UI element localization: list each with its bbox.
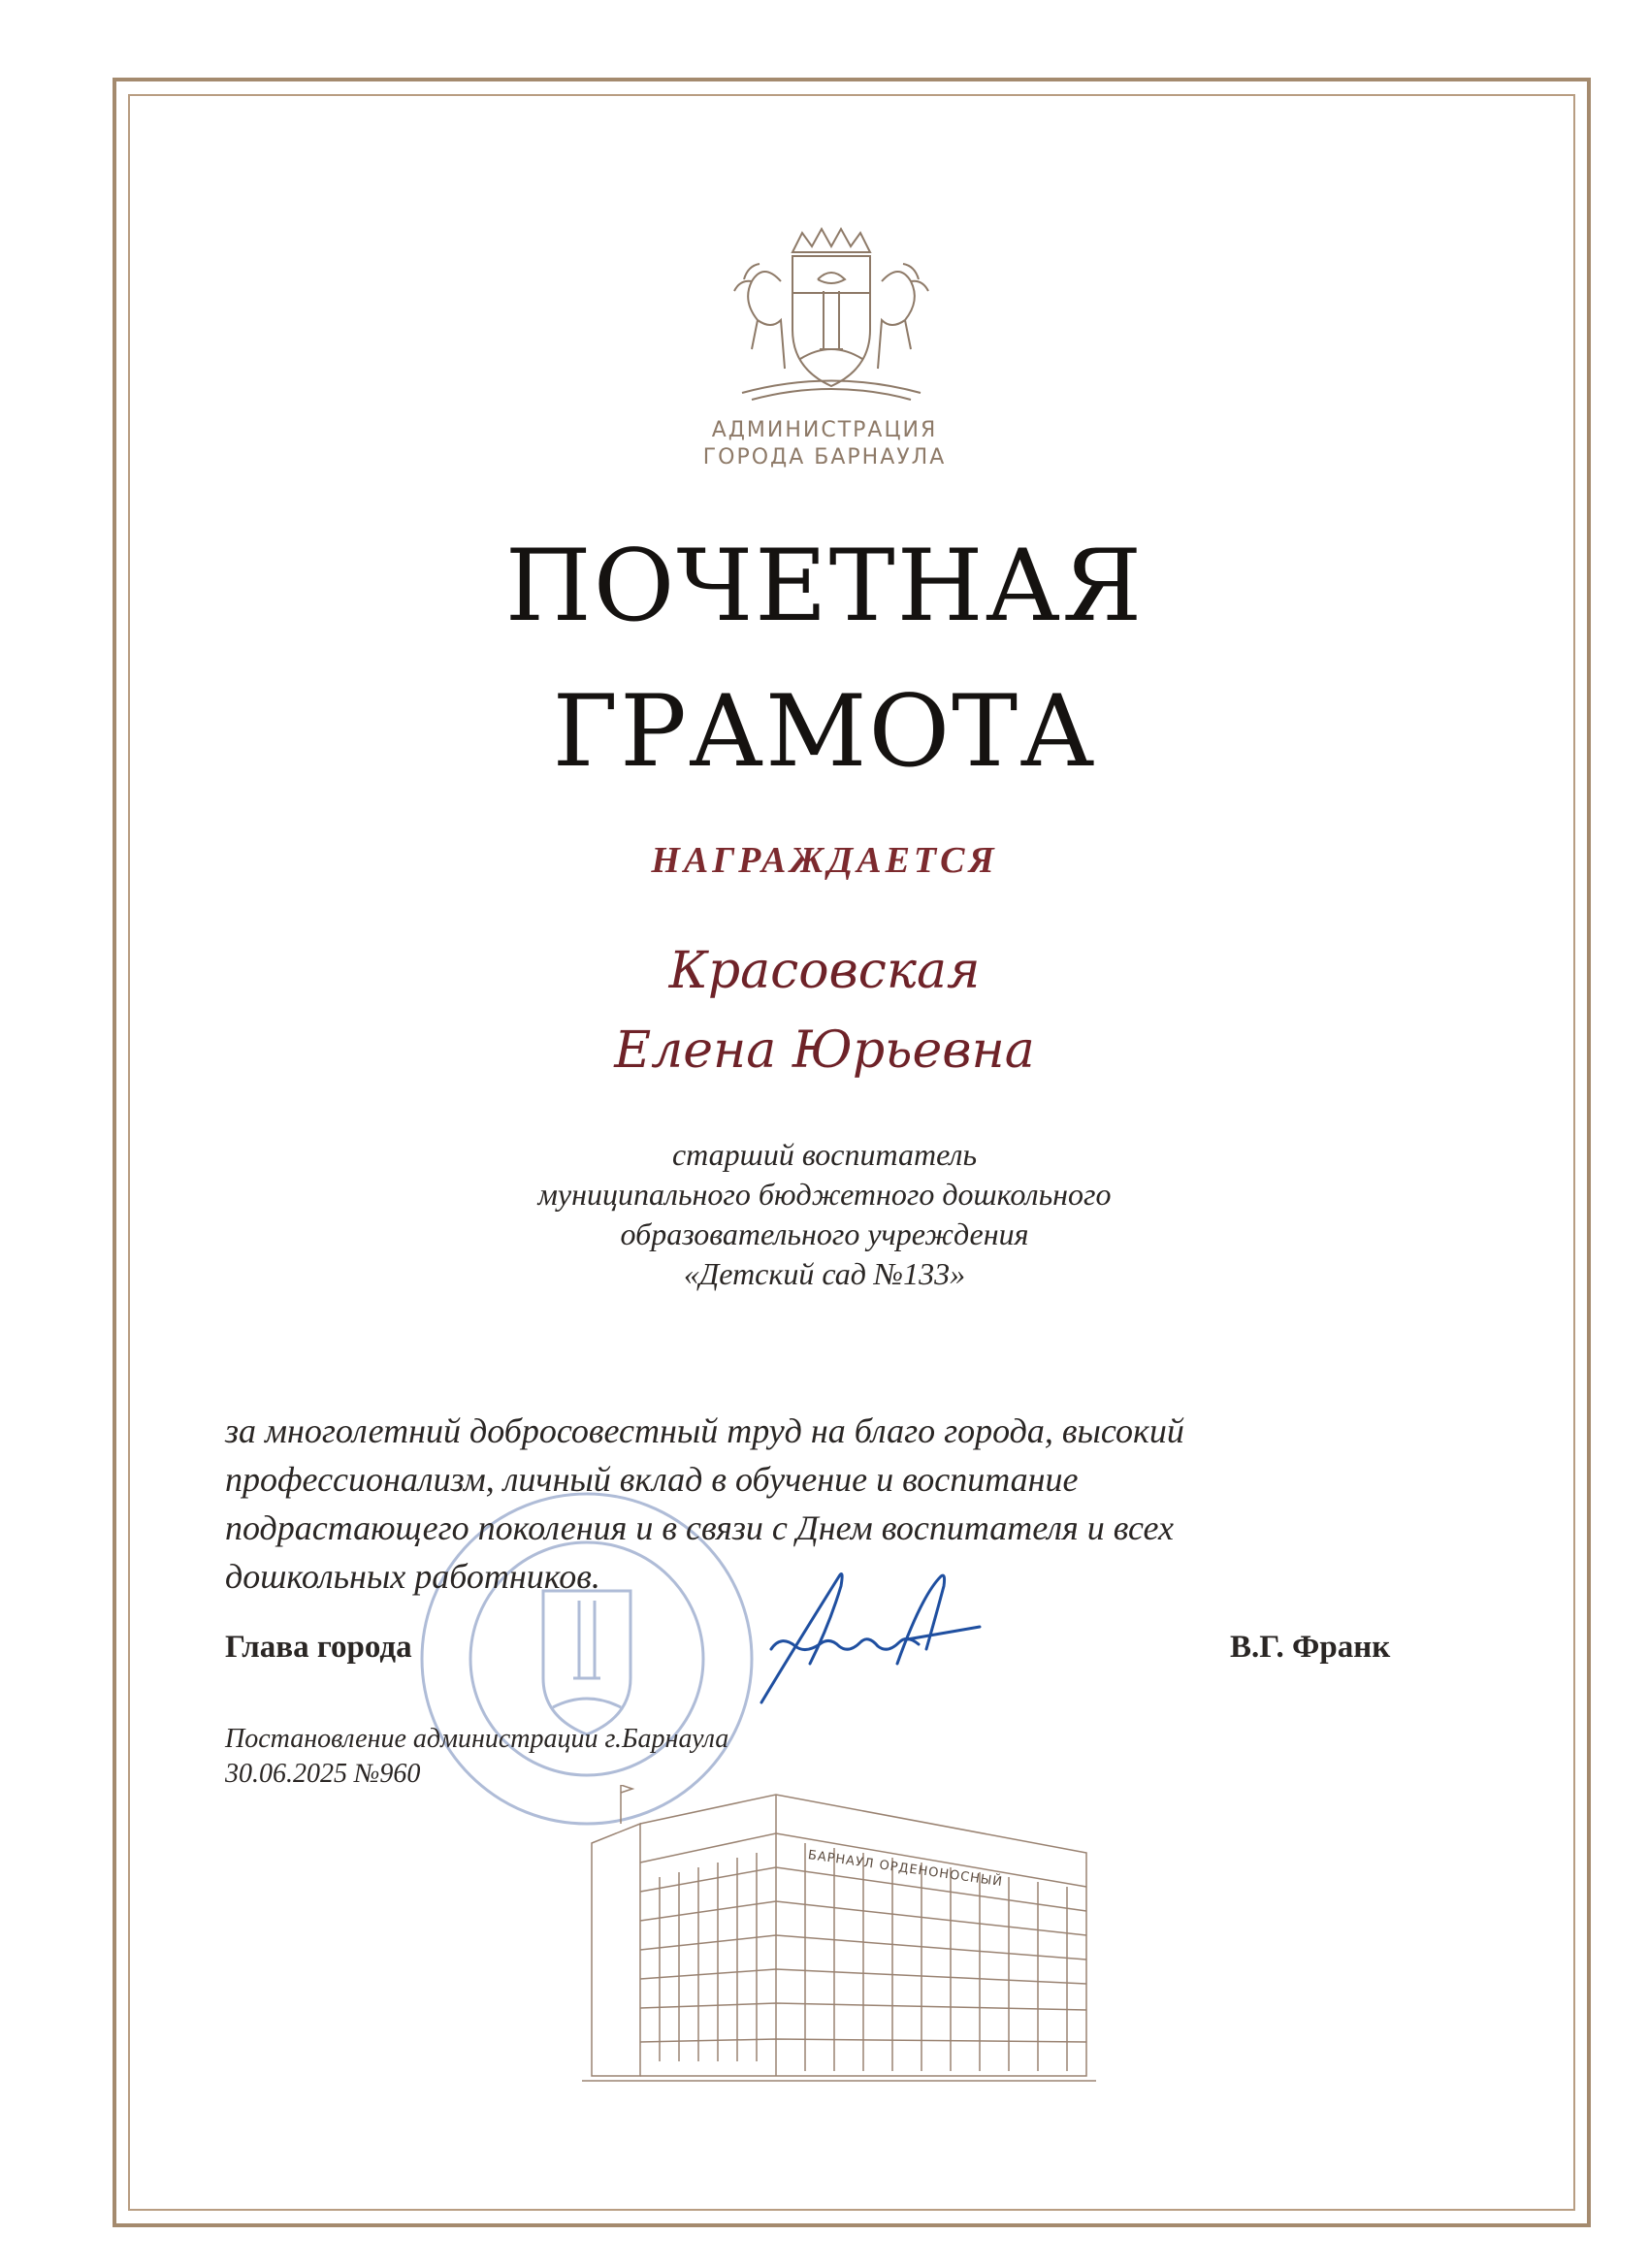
merit-line-1: за многолетний добросовестный труд на благо города, высокий bbox=[225, 1411, 1184, 1450]
decree-line-2: 30.06.2025 №960 bbox=[225, 1759, 421, 1789]
merit-line-2: профессионализм, личный вклад в обучение и воспитание bbox=[225, 1460, 1079, 1499]
admin-line-1: АДМИНИСТРАЦИЯ bbox=[711, 418, 938, 442]
position-line-3: образовательного учреждения bbox=[620, 1216, 1029, 1251]
building-sign: БАРНАУЛ ОРДЕНОНОСНЫЙ bbox=[806, 1848, 1004, 1891]
title-line-1: ПОЧЕТНАЯ bbox=[504, 529, 1145, 644]
position-line-4: «Детский сад №133» bbox=[683, 1256, 966, 1291]
signature-icon bbox=[752, 1557, 985, 1712]
position-line-1: старший воспитатель bbox=[671, 1137, 978, 1172]
signatory-name: В.Г. Франк bbox=[1230, 1630, 1391, 1665]
decree-line-1: Постановление администрации г.Барнаула bbox=[225, 1724, 729, 1754]
decree-reference bbox=[225, 1722, 728, 1792]
merit-line-3: подрастающего поколения и в связи с Днем воспитателя и всех bbox=[225, 1508, 1174, 1547]
merit-line-4: дошкольных работников. bbox=[225, 1557, 600, 1596]
title-line-2: ГРАМОТА bbox=[552, 674, 1097, 790]
recipient-surname: Красовская bbox=[668, 942, 981, 1000]
admin-line-2: ГОРОДА БАРНАУЛА bbox=[702, 445, 947, 470]
position-line-2: муниципального бюджетного дошкольного bbox=[537, 1177, 1112, 1212]
building-illustration-icon bbox=[582, 1785, 1096, 2095]
signatory-role: Глава города bbox=[225, 1630, 412, 1665]
recipient-given-names: Елена Юрьевна bbox=[614, 1021, 1035, 1080]
coat-of-arms-icon bbox=[713, 223, 951, 407]
awarded-label: НАГРАЖДАЕТСЯ bbox=[651, 840, 998, 881]
